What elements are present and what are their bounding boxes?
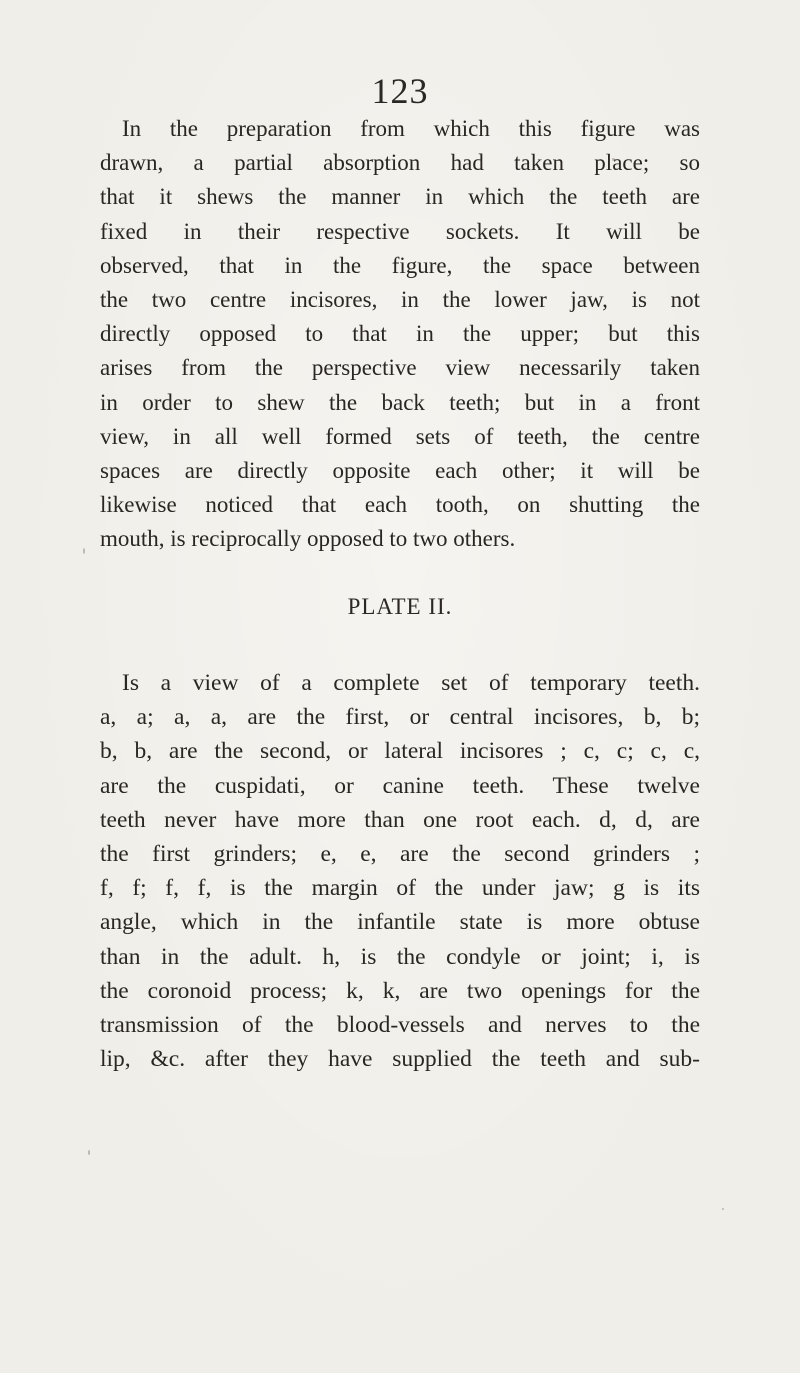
text-line: Is a view of a complete set of temporary teeth.: [122, 670, 700, 696]
text-line: view, in all well formed sets of teeth, the centre: [100, 423, 700, 449]
text-line: directly opposed to that in the upper; but this: [100, 321, 700, 347]
text-line: the two centre incisores, in the lower jaw, is not: [100, 286, 700, 312]
scan-speck: [83, 548, 85, 554]
text-line: mouth, is reciprocally opposed to two others.: [100, 526, 516, 552]
text-line: In the preparation from which this figure was: [122, 116, 700, 141]
scan-speck: [88, 1150, 90, 1155]
text-line: arises from the perspective view necessarily taken: [100, 355, 700, 381]
text-line: the first grinders; e, e, are the second grinders ;: [100, 840, 700, 867]
text-line: than in the adult. h, is the condyle or joint; i, is: [100, 943, 700, 970]
text-line: teeth never have more than one root each. d, d, are: [100, 806, 700, 833]
text-line: in order to shew the back teeth; but in a front: [100, 389, 700, 415]
text-line: transmission of the blood-vessels and nerves to the: [100, 1011, 700, 1038]
text-line: fixed in their respective sockets. It will be: [100, 218, 700, 244]
text-line: are the cuspidati, or canine teeth. These twelve: [100, 772, 700, 799]
scan-speck: [612, 158, 615, 161]
scan-speck: [722, 1208, 724, 1210]
paragraph-1: [100, 112, 700, 556]
paragraph-2: [100, 666, 700, 1076]
text-line: angle, which in the infantile state is more obtuse: [100, 909, 700, 936]
text-line: spaces are directly opposite each other; it will be: [100, 457, 700, 483]
text-line: a, a; a, a, are the first, or central incisores, b, b;: [100, 704, 700, 731]
text-line: lip, &c. after they have supplied the teeth and sub-: [100, 1046, 700, 1073]
page-number: 123: [371, 71, 429, 111]
text-line: b, b, are the second, or lateral incisores ; c, c; c, c,: [100, 738, 700, 765]
text-line: likewise noticed that each tooth, on shutting the: [100, 492, 700, 518]
text-line: observed, that in the figure, the space between: [100, 252, 700, 278]
text-line: drawn, a partial absorption had taken place; so: [100, 150, 700, 176]
text-line: that it shews the manner in which the teeth are: [100, 184, 700, 210]
plate-heading: PLATE II.: [347, 594, 453, 619]
text-line: the coronoid process; k, k, are two openings for the: [100, 977, 700, 1004]
text-line: f, f; f, f, is the margin of the under jaw; g is its: [100, 875, 700, 902]
